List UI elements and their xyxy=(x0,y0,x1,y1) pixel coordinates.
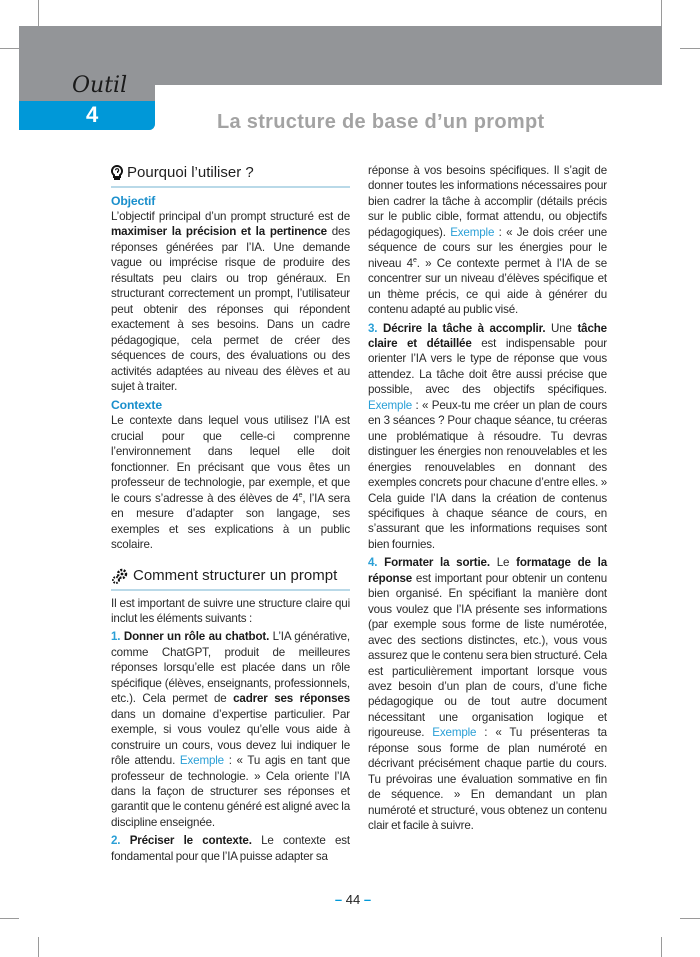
text: : « Tu agis en tant que professeur de technologie. » Cela oriente l’IA dans la façon de structurer ses réponses et garantit que le contenu généré est aligné avec la discipline enseignée. xyxy=(111,754,351,829)
section-heading xyxy=(111,566,350,591)
page-dash: – xyxy=(334,892,343,908)
left-column xyxy=(111,163,350,864)
text: des réponses générées par l’IA. Une demande vague ou imprécise risque de produire des résultats peu clairs ou trop généraux. En structurant correctement un prompt, l’utilisateur peut obtenir des réponses qui répondent exactement à ses besoins. Dans un cadre pédagogique, cela permet de créer des séquences de cours, des évaluations ou des activités adaptées au niveau des élèves et au sujet à traiter. xyxy=(111,225,350,393)
crop-mark xyxy=(38,937,39,957)
tool-label: Outil xyxy=(72,73,128,98)
text: : « Je dois créer une séquence de cours sur les énergies pour le niveau 4 xyxy=(368,225,608,270)
text: , l’IA sera en mesure d’adapter son langage, ses exemples et ses explications à un public scolaire. xyxy=(111,491,350,552)
paragraph xyxy=(111,209,350,394)
example-label: Exemple xyxy=(368,398,413,412)
section-heading-text: Comment structurer un prompt xyxy=(133,566,338,584)
page-title: La structure de base d’un prompt xyxy=(217,111,545,133)
emphasis: cadrer ses réponses xyxy=(233,692,350,706)
example-label: Exemple xyxy=(450,225,495,239)
section-heading xyxy=(111,163,350,188)
tool-number: 4 xyxy=(86,102,99,127)
paragraph xyxy=(368,321,607,553)
example-label: Exemple xyxy=(432,726,477,740)
header-corner xyxy=(155,85,175,105)
example-label: Exemple xyxy=(179,754,224,768)
page-number xyxy=(105,892,601,908)
paragraph xyxy=(368,163,607,318)
subheading: Objectif xyxy=(111,194,156,208)
text: L’IA générative, comme ChatGPT, produit de meilleures réponses lorsqu’elle est placée dans un rôle spécifique (élèves, enseignants, professionnels, etc.). Cela permet de xyxy=(111,630,350,706)
emphasis: Donner un rôle au chatbot. xyxy=(123,630,270,644)
crop-mark xyxy=(38,0,39,26)
text: L’objectif principal d’un prompt structuré est de xyxy=(111,210,350,223)
crop-mark xyxy=(661,0,662,26)
spacer xyxy=(111,556,350,566)
text: Une xyxy=(545,321,578,335)
crop-mark xyxy=(680,918,700,919)
crop-mark xyxy=(661,937,662,957)
text: Il est important de suivre une structure claire qui inclut les éléments suivants : xyxy=(111,596,350,625)
crop-mark xyxy=(0,48,19,49)
page-body xyxy=(111,163,607,908)
right-column xyxy=(368,163,607,836)
superscript: e xyxy=(298,491,303,499)
text: Le contexte est fondamental pour que l’IA puisse adapter sa xyxy=(111,834,350,863)
emphasis: Préciser le contexte. xyxy=(129,834,252,848)
text: est indispensable pour orienter l’IA vers le type de réponse que vous attendez. La tâche doit être aussi précise que possible, avec des objectifs spécifiques. xyxy=(368,336,607,397)
subheading: Contexte xyxy=(111,398,162,413)
text: : « Peux-tu me créer un plan de cours en 3 séances ? Pour chaque séance, tu créeras une problématique à résoudre. Tu devras distinguer les énergies non renouvelables et les énergies renouvelables en donnant des exemples concrets pour chacune d’entre elles. » Cela guide l’IA dans la création de contenus spécifiques à chaque séance de cours, en s’assurant que les informations requises sont bien fournies. xyxy=(368,398,607,551)
emphasis: formatage de la réponse xyxy=(368,556,607,585)
paragraph xyxy=(111,833,350,864)
page-dash: – xyxy=(363,892,372,908)
emphasis: maximiser la précision et la pertinence xyxy=(111,225,327,239)
text: Le contexte dans lequel vous utilisez l’IA est crucial pour que celle-ci comprenne l’environnement dans lequel elle doit fonctionner. En précisant que vous êtes un professeur de technologie, par exemple, et que le cours s’adresse à des élèves de 4 xyxy=(111,414,350,505)
emphasis: tâche claire et détaillée xyxy=(368,321,607,350)
crop-mark xyxy=(0,918,19,919)
text: est important pour obtenir un contenu bien organisé. En spécifiant la manière dont vous voulez que l’IA présente ses informations (par exemple sous forme de liste numérotée, avec des sections distinctes, etc.), vous vous assurez que le contenu sera bien structuré. Cela est particulièrement important lorsque vous avez besoin d’un plan de cours, d’une fiche pédagogique ou de tout autre document nécessitant une organisation logique et rigoureuse. xyxy=(368,571,607,740)
superscript: e xyxy=(412,256,417,264)
lightbulb-icon xyxy=(111,165,123,181)
paragraph xyxy=(111,413,350,552)
list-number: 4. xyxy=(368,556,385,570)
gears-icon xyxy=(111,568,129,584)
text: dans un domaine d’expertise particulier. Par exemple, si vous voulez qu’elle vous aide à construire un cours, vous devez lui indiquer le rôle attendu. xyxy=(111,707,350,768)
text: Le xyxy=(489,556,517,570)
list-number: 3. xyxy=(368,321,383,335)
list-number: 2. xyxy=(111,834,130,848)
paragraph xyxy=(368,555,607,833)
section-heading-text: Pourquoi l’utiliser ? xyxy=(127,164,254,181)
emphasis: Décrire la tâche à accomplir. xyxy=(382,321,546,335)
emphasis: Formater la sortie. xyxy=(384,556,490,570)
text: réponse à vos besoins spécifiques. Il s’agit de donner toutes les informations nécessaires pour bien cadrer la tâche à accomplir (détails précis sur le public cible, format attendu, ou objectifs pédagogiques). xyxy=(368,164,607,239)
crop-mark xyxy=(680,48,700,49)
page-number-value: 44 xyxy=(345,892,361,908)
paragraph xyxy=(111,629,350,830)
paragraph xyxy=(111,596,350,627)
columns xyxy=(111,163,607,864)
list-number: 1. xyxy=(111,630,124,644)
text: . » Ce contexte permet à l’IA de se concentrer sur un niveau d’élèves spécifique et un thème précis, ce qui aide à générer du contenu adapté au public visé. xyxy=(368,256,607,317)
text: : « Tu présenteras ta réponse sous forme de plan numéroté en décrivant précisément chaque partie du cours. Tu prévoiras une évaluation sommative en fin de séquence. » En demandant un plan numéroté et structuré, vous obtenez un contenu clair et facile à suivre. xyxy=(368,726,607,833)
